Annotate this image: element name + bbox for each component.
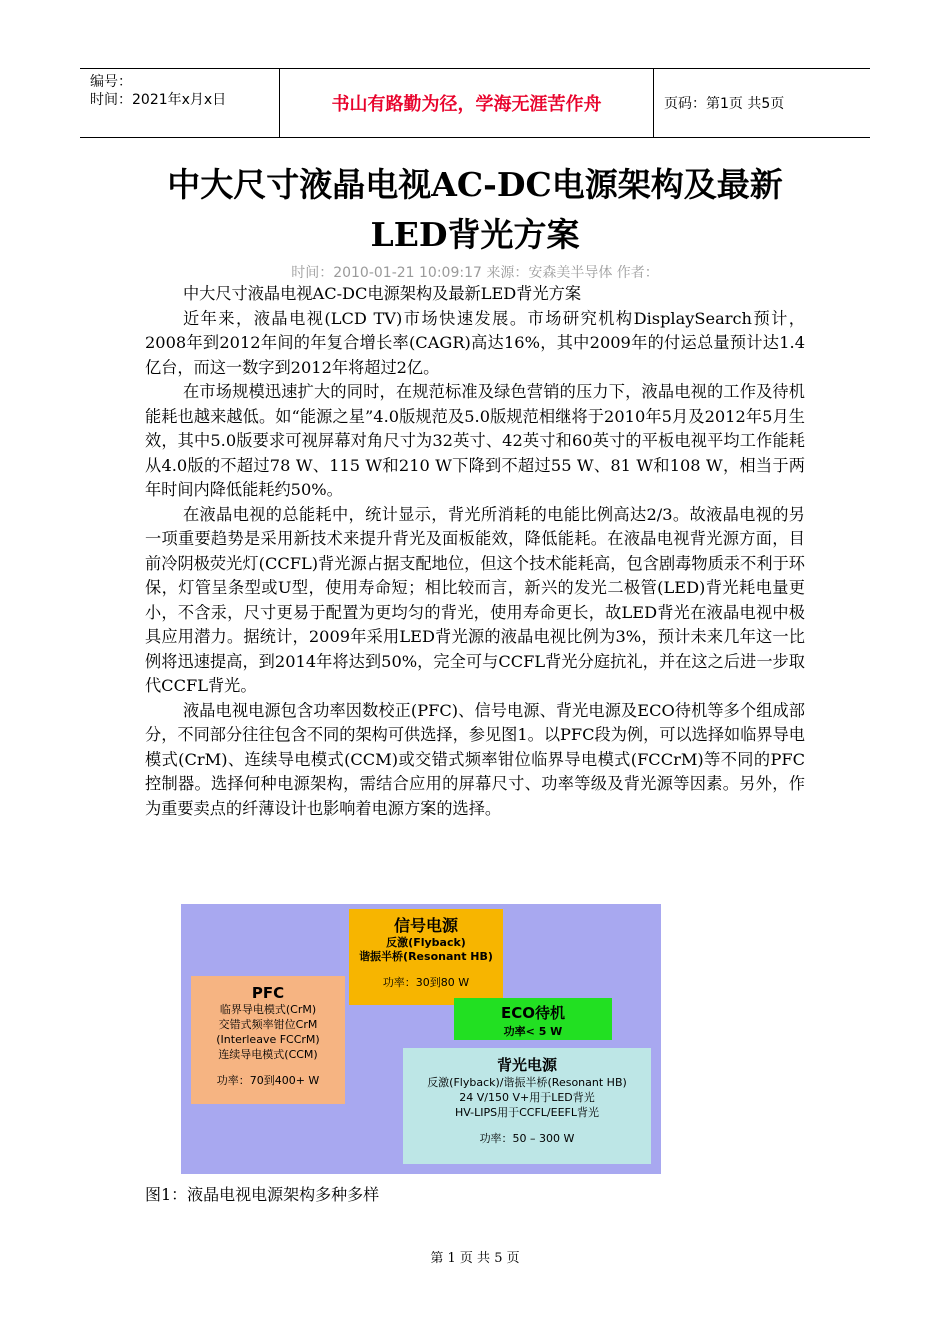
- signal-power-line: 反激(Flyback): [386, 936, 466, 949]
- backlight-line: HV-LIPS用于CCFL/EEFL背光: [455, 1106, 599, 1119]
- page-footer: 第 1 页 共 5 页: [430, 1251, 520, 1266]
- backlight-power-box: [403, 1048, 651, 1164]
- backlight-power-rating: 功率：50 – 300 W: [479, 1132, 575, 1145]
- date-label: 时间：2021年x月x日: [90, 92, 227, 108]
- article-subtitle: 中大尺寸液晶电视AC-DC电源架构及最新LED背光方案: [183, 284, 582, 303]
- motto: 书山有路勤为径，学海无涯苦作舟: [280, 69, 654, 137]
- header-info-cell: [80, 69, 280, 137]
- paragraph: 在市场规模迅速扩大的同时，在规范标准及绿色营销的压力下，液晶电视的工作及待机能耗也越来越低。如“能源之星”4.0版规范及5.0版规范相继将于2010年5月及2012年5月生效，其中5.0版要求可视屏幕对角尺寸为32英寸、42英寸和60英寸的平板电视平均工作能耗从4.0版的不超过78 W、115 W和210 W下降到不超过55 W、81 W和108 W，相当于两年时间内降低能耗约50%。: [145, 382, 805, 499]
- title-line-2: LED背光方案: [370, 215, 580, 254]
- pfc-line: 交错式频率钳位CrM: [218, 1018, 318, 1031]
- pfc-line: (Interleave FCCrM): [216, 1033, 320, 1046]
- header-table: [80, 68, 870, 138]
- signal-power-rating: 功率：30到80 W: [382, 976, 470, 989]
- signal-power-line: 谐振半桥(Resonant HB): [359, 950, 493, 963]
- code-label: 编号：: [90, 74, 132, 90]
- power-architecture-diagram: [181, 904, 661, 1174]
- pfc-line: 连续导电模式(CCM): [218, 1048, 318, 1061]
- signal-power-title: 信号电源: [393, 916, 458, 935]
- backlight-line: 反激(Flyback)/谐振半桥(Resonant HB): [427, 1076, 627, 1089]
- backlight-line: 24 V/150 V+用于LED背光: [459, 1091, 595, 1104]
- eco-standby-box: [454, 998, 612, 1040]
- pfc-line: 临界导电模式(CrM): [219, 1003, 317, 1016]
- figure-caption: 图1：液晶电视电源架构多种多样: [145, 1185, 380, 1204]
- paragraph: 液晶电视电源包含功率因数校正(PFC)、信号电源、背光电源及ECO待机等多个组成部分，不同部分往往包含不同的架构可供选择，参见图1。以PFC段为例，可以选择如临界导电模式(CrM)、连续导电模式(CCM)或交错式频率钳位临界导电模式(FCCrM)等不同的PFC控制器。选择何种电源架构，需结合应用的屏幕尺寸、功率等级及背光源等因素。另外，作为重要卖点的纤薄设计也影响着电源方案的选择。: [145, 700, 805, 818]
- signal-power-box: [349, 909, 503, 1005]
- pfc-box: [191, 976, 345, 1104]
- paragraph: 在液晶电视的总能耗中，统计显示，背光所消耗的电能比例高达2/3。故液晶电视的另一项重要趋势是采用新技术来提升背光及面板能效，降低能耗。在液晶电视背光源方面，目前冷阴极荧光灯(CCFL)背光源占据支配地位，但这个技术能耗高，包含剧毒物质汞不利于环保，灯管呈条型或U型，使用寿命短；相比较而言，新兴的发光二极管(LED)背光耗电量更小，不含汞，尺寸更易于配置为更均匀的背光，使用寿命更长，故LED背光在液晶电视中极具应用潜力。据统计，2009年采用LED背光源的液晶电视比例为3%，预计未来几年这一比例将迅速提高，到2014年将达到50%，完全可与CCFL背光分庭抗礼，并在这之后进一步取代CCFL背光。: [145, 504, 805, 695]
- eco-title: ECO待机: [500, 1004, 565, 1022]
- article-body: [145, 282, 805, 821]
- eco-power-rating: 功率< 5 W: [503, 1025, 563, 1038]
- pfc-title: PFC: [251, 984, 285, 1002]
- pfc-power-rating: 功率：70到400+ W: [216, 1074, 320, 1087]
- article-title: [100, 160, 850, 260]
- title-line-1: 中大尺寸液晶电视AC-DC电源架构及最新: [167, 165, 783, 204]
- backlight-title: 背光电源: [496, 1056, 557, 1074]
- page-info: 页码：第1页 共5页: [664, 96, 785, 112]
- paragraph: 近年来，液晶电视(LCD TV)市场快速发展。市场研究机构DisplaySearch预计，2008年到2012年间的年复合增长率(CAGR)高达16%，其中2009年的付运总量预计达1.4亿台，而这一数字到2012年将超过2亿。: [145, 308, 805, 377]
- article-meta: 时间：2010-01-21 10:09:17 来源：安森美半导体 作者：: [291, 265, 659, 281]
